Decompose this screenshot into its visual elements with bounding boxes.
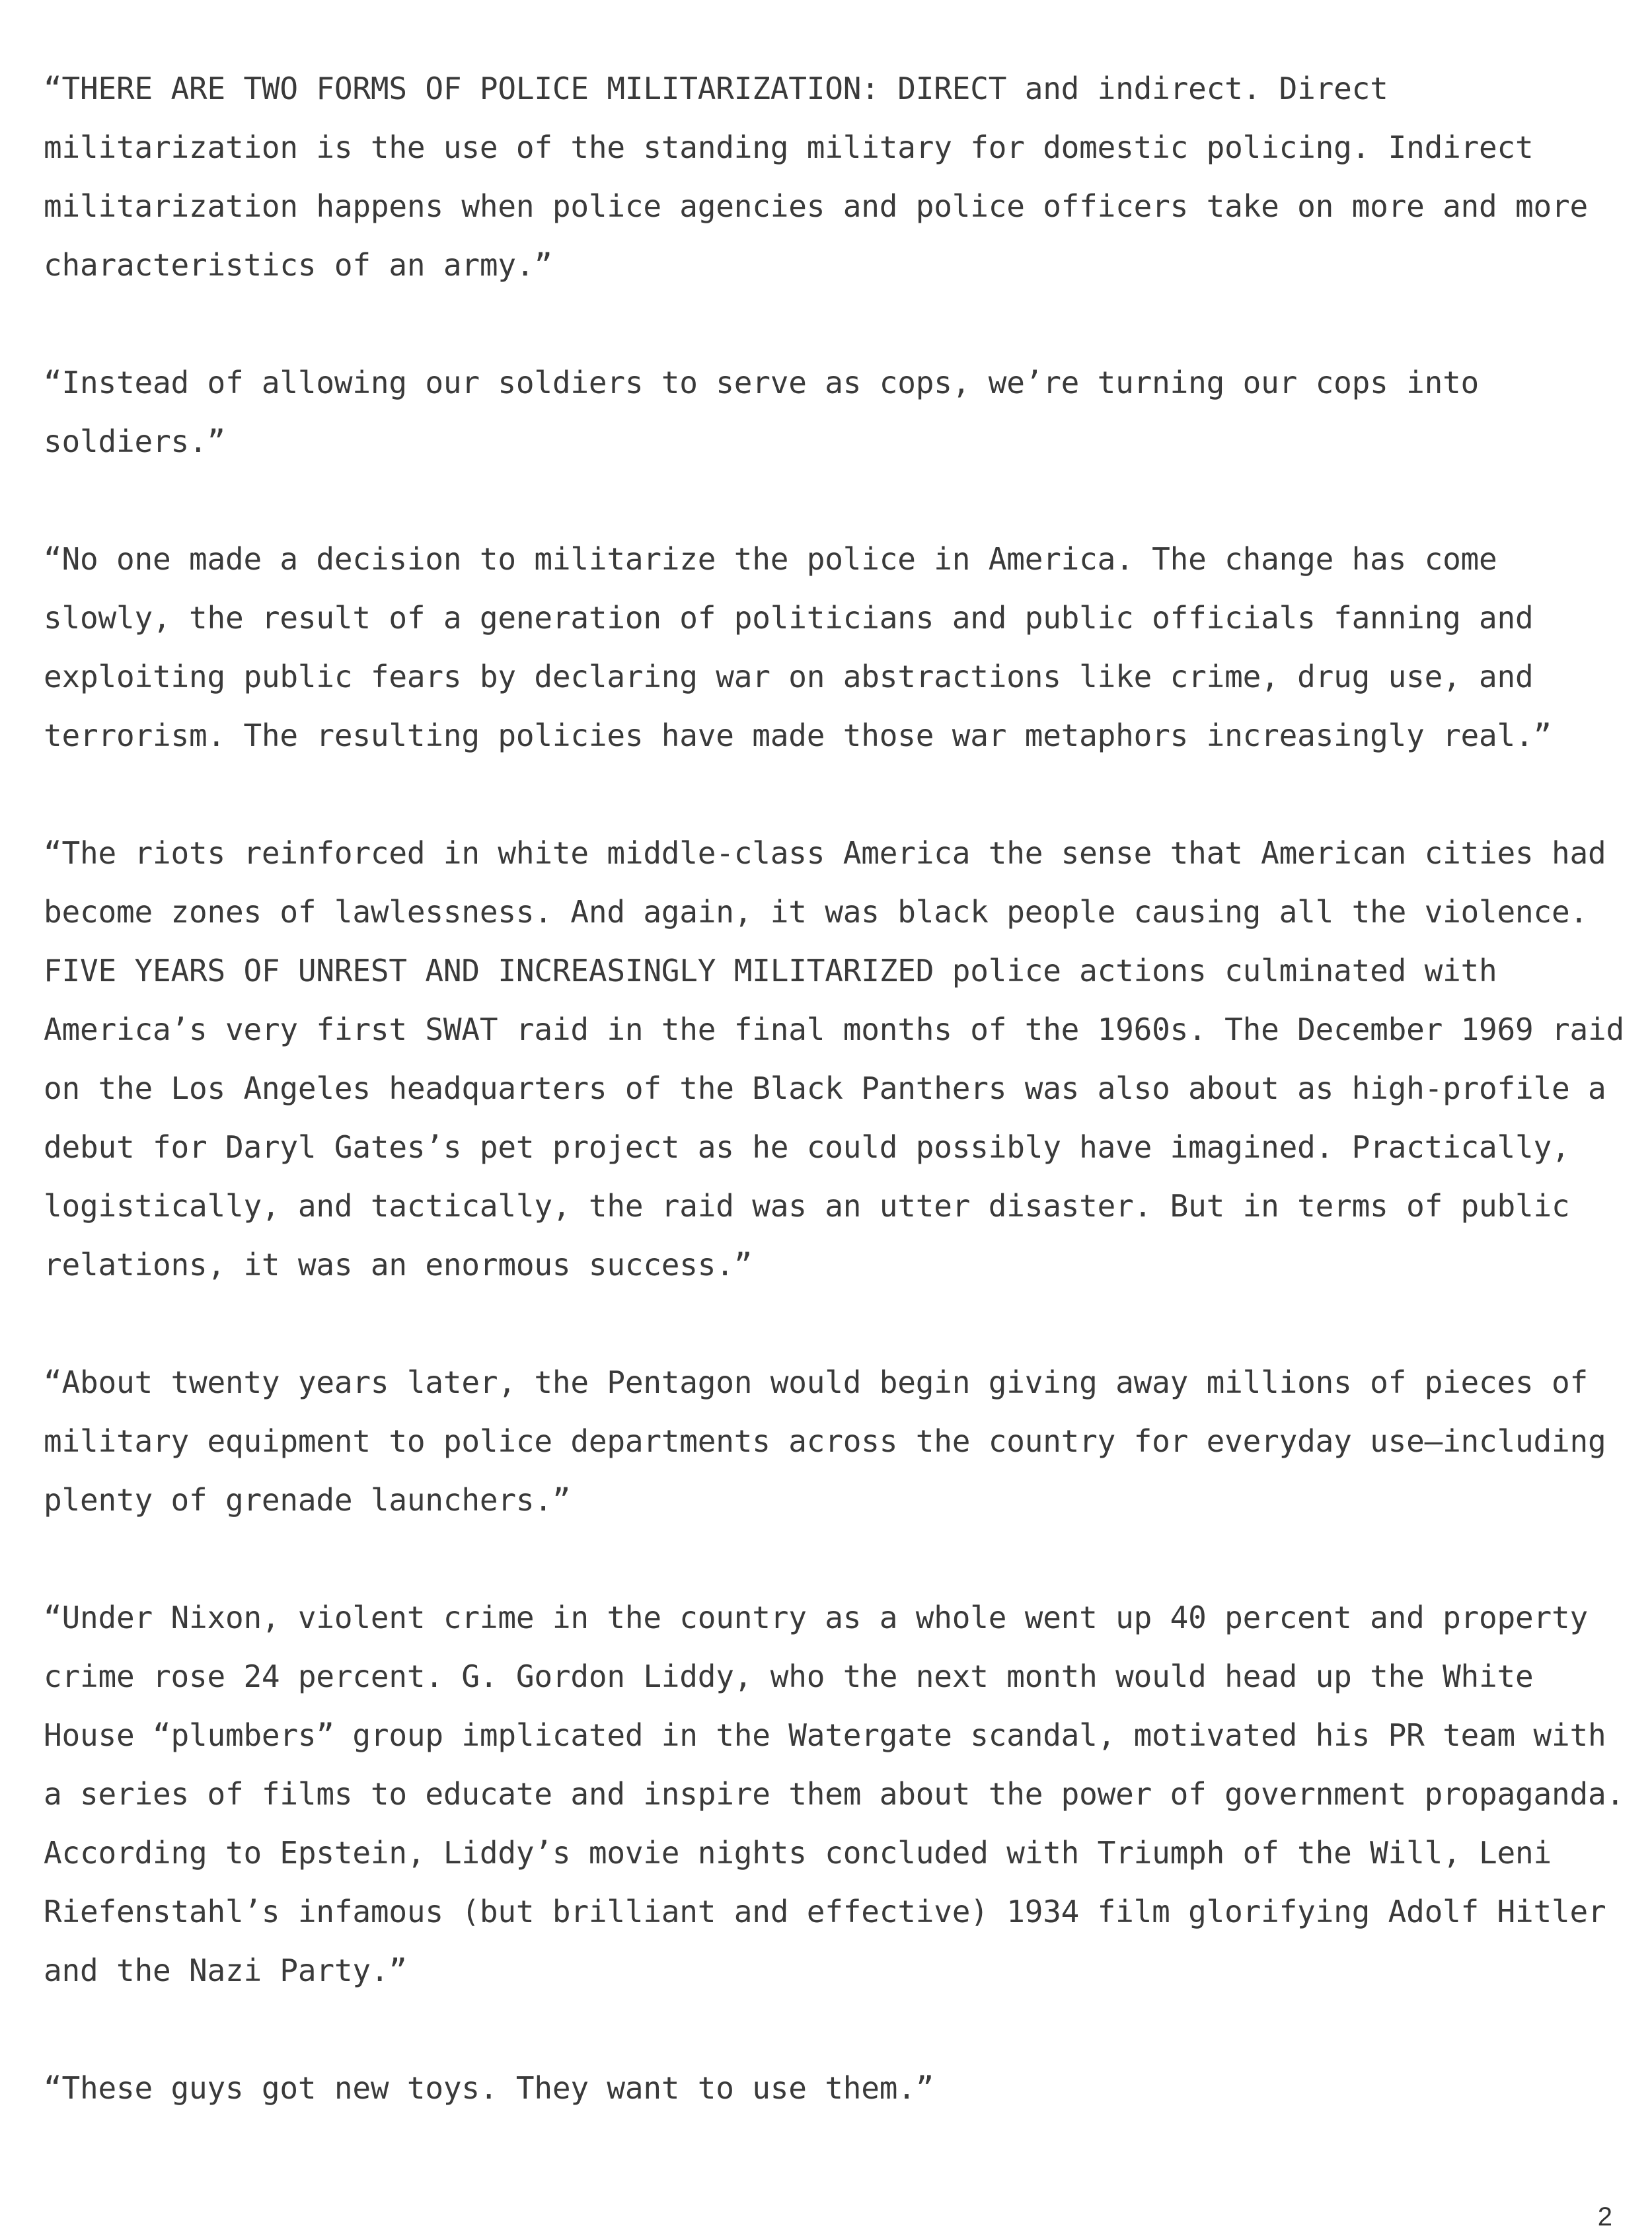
quote-paragraph: “The riots reinforced in white middle-class America the sense that American cities had become zones of lawlessness. And again, it was black people causing all the violence. FIVE YEARS OF UNREST AND INCREASINGLY MILITARIZED police actions culminated with America’s very first SWAT raid in the final months of the 1960s. The December 1969 raid on the Los Angeles headquarters of the Black Panthers was also about as high-profile a debut for Daryl Gates’s pet project as he could possibly have imagined. Practically, logistically, and tactically, the raid was an utter disaster. But in terms of public relations, it was an enormous success.” [44,835,1625,1283]
page-number: 2 [1597,2202,1612,2231]
quote-paragraph: “About twenty years later, the Pentagon would begin giving away millions of pieces of military equipment to police departments across the country for everyday use—including plenty of grenade launchers.” [44,1364,1606,1518]
quote-paragraph: “No one made a decision to militarize the police in America. The change has come slowly, the result of a generation of politicians and public officials fanning and exploiting public fears by declaring war on abstractions like crime, drug use, and terrorism. The resulting policies have made those war metaphors increasingly real.” [44,541,1552,753]
quote-paragraph: “THERE ARE TWO FORMS OF POLICE MILITARIZATION: DIRECT and indirect. Direct militarization is the use of the standing military for domestic policing. Indirect militarization happens when police agencies and police officers take on more and more characteristics of an army.” [44,71,1589,283]
quote-paragraph: “These guys got new toys. They want to use them.” [44,2070,934,2106]
quote-paragraph: “Instead of allowing our soldiers to serve as cops, we’re turning our cops into soldiers.” [44,365,1480,459]
quote-list [44,59,1630,2177]
quote-paragraph: “Under Nixon, violent crime in the country as a whole went up 40 percent and property crime rose 24 percent. G. Gordon Liddy, who the next month would head up the White House “plumbers” group implicated in the Watergate scandal, motivated his PR team with a series of films to educate and inspire them about the power of government propaganda. According to Epstein, Liddy’s movie nights concluded with Triumph of the Will, Leni Riefenstahl’s infamous (but brilliant and effective) 1934 film glorifying Adolf Hitler and the Nazi Party.” [44,1600,1625,1988]
